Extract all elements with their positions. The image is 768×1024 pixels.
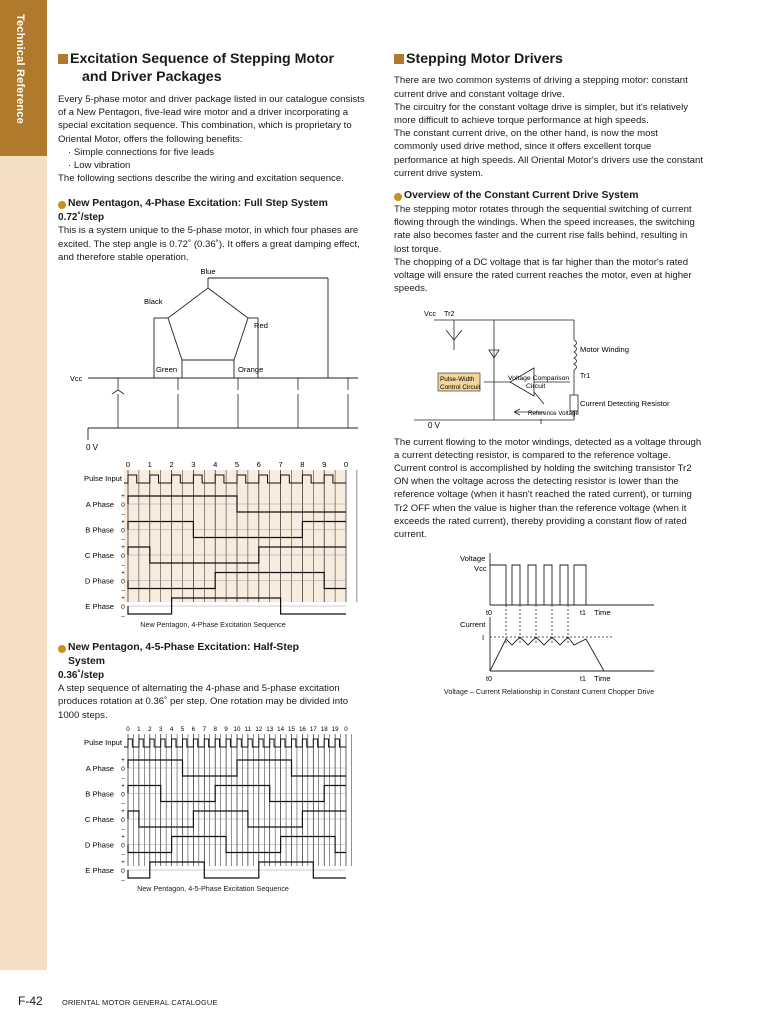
step-number: 5: [180, 725, 185, 733]
right-column: [394, 50, 704, 698]
section-half-step-title: New Pentagon, 4-5-Phase Excitation: Half-Step System: [58, 641, 368, 669]
drivers-heading: Stepping Motor Drivers: [394, 50, 704, 68]
graph-current-label: Current: [460, 620, 486, 630]
svg-text:Control Circuit: Control Circuit: [440, 383, 481, 391]
phase-label: C Phase: [84, 550, 114, 560]
pulse-input-label: Pulse Input: [84, 737, 122, 747]
timing-chart-4-phase-caption: New Pentagon, 4-Phase Excitation Sequence: [140, 619, 286, 629]
step-number: 6: [256, 459, 261, 469]
svg-text:+: +: [121, 595, 125, 602]
section-tab-label: Technical Reference: [14, 14, 26, 124]
svg-text:t1: t1: [580, 676, 586, 684]
step-number: 2: [169, 459, 174, 469]
phase-label: E Phase: [85, 865, 114, 875]
step-number: 3: [158, 725, 163, 733]
step-number: 0: [126, 725, 130, 733]
step-number: 9: [322, 459, 327, 469]
svg-text:–: –: [121, 537, 125, 544]
svg-text:0: 0: [121, 791, 125, 799]
svg-text:+: +: [121, 570, 125, 577]
voltage-comparison-label: Voltage Comparison: [508, 374, 570, 382]
benefit-item: · Simple connections for five leads: [68, 146, 215, 158]
excitation-heading: Excitation Sequence of Stepping Motor and Driver Packages: [58, 50, 368, 87]
svg-text:+: +: [121, 544, 125, 551]
svg-text:0: 0: [121, 765, 125, 773]
step-number: 19: [331, 725, 339, 733]
step-number: 0: [125, 459, 131, 469]
step-number: 10: [233, 725, 241, 733]
zero-volt-label: 0 V: [86, 442, 99, 452]
wire-label-green: Green: [156, 364, 178, 374]
timing-chart-4-phase: [58, 458, 368, 618]
step-number: 1: [147, 459, 152, 469]
step-number: 4: [169, 725, 174, 733]
svg-text:0: 0: [121, 578, 125, 586]
step-number: 15: [288, 725, 295, 733]
vcc-label: Vcc: [70, 373, 83, 383]
drivers-p1: There are two common systems of driving a stepping motor: constant current drive and constant voltage drive.: [394, 75, 688, 100]
pentagon-winding: [168, 288, 248, 360]
step-number: 5: [234, 459, 240, 469]
current-detecting-resistor-label: Current Detecting Resistor: [580, 398, 670, 408]
current-i-label: I: [540, 416, 543, 426]
left-column: [58, 50, 368, 895]
step-number: 1: [137, 725, 141, 733]
svg-text:–: –: [121, 588, 125, 595]
current-control-text: The current flowing to the motor windings, detected as a voltage through a current detecting resistor, is compared to the reference voltage. Current control is accomplished by holding the switching transistor Tr2 ON when the voltage across the detecting resistor is lower than the reference voltage (when it hasn't reached the rated current), or turning Tr2 OFF when the value is higher than the reference voltage (when it exceeds the rated current), thereby providing a constant flow of rated current.: [394, 436, 702, 540]
step-number: 8: [300, 459, 305, 469]
phase-label: A Phase: [85, 763, 114, 773]
heading-square-icon: [58, 54, 68, 64]
step-number: 9: [224, 725, 228, 733]
svg-text:+: +: [121, 834, 125, 841]
phase-label: D Phase: [84, 576, 114, 586]
svg-text:–: –: [121, 826, 125, 833]
bullet-dot-icon: [58, 201, 66, 209]
bullet-dot-icon: [58, 645, 66, 653]
wiring-diagram: [58, 268, 368, 458]
svg-text:–: –: [121, 775, 125, 782]
step-number: 18: [320, 725, 328, 733]
intro-text: Every 5-phase motor and driver package listed in our catalogue consists of a New Pentagon, five-lead wire motor and a driver incorporating a special excitation sequence. This combination, which is proprietary to Oriental Motor, offers the following benefits:: [58, 93, 365, 145]
svg-text:–: –: [121, 511, 125, 518]
svg-text:0: 0: [121, 501, 125, 509]
section-full-step-title: New Pentagon, 4-Phase Excitation: Full Step System: [58, 197, 368, 211]
step-number: 0: [344, 725, 348, 733]
full-step-text: This is a system unique to the 5-phase motor, in which four phases are excited. The step angle is 0.72˚ (0.36˚). It offers a great damping effect, and therefore stable operation.: [58, 225, 360, 263]
svg-text:t0: t0: [486, 610, 492, 618]
step-number: 12: [255, 725, 263, 733]
phase-label: A Phase: [85, 499, 114, 509]
step-number: 17: [309, 725, 317, 733]
wire-label-black: Black: [144, 296, 163, 306]
voltage-current-graph: [394, 545, 704, 685]
svg-text:–: –: [121, 877, 125, 882]
svg-text:t1: t1: [580, 610, 586, 618]
svg-text:–: –: [121, 613, 125, 618]
svg-text:Circuit: Circuit: [526, 382, 546, 390]
motor-winding-label: Motor Winding: [580, 344, 629, 354]
phase-label: D Phase: [84, 840, 114, 850]
step-number: 7: [278, 459, 283, 469]
step-number: 3: [191, 459, 196, 469]
drivers-p2: The circuitry for the constant voltage drive is simpler, but it's relatively more difficult to achieve torque performance at high speeds.: [394, 101, 689, 127]
svg-text:–: –: [121, 852, 125, 859]
circuit-vcc-label: Vcc: [424, 308, 436, 318]
half-step-text: A step sequence of alternating the 4-phase and 5-phase excitation produces rotation at 0.36˚ per step. One rotation may be divided into 1000 steps.: [58, 683, 349, 721]
following-text: The following sections describe the wiring and excitation sequence.: [58, 173, 344, 185]
svg-text:t0: t0: [486, 676, 492, 684]
svg-text:0: 0: [121, 867, 125, 875]
step-number: 0: [343, 459, 349, 469]
step-number: 14: [277, 725, 285, 733]
bullet-dot-icon: [394, 193, 402, 201]
transistor-bridge: [112, 378, 348, 428]
timing-chart-4-5-phase-caption: New Pentagon, 4-5-Phase Excitation Sequence: [137, 883, 289, 893]
overview-p2: The chopping of a DC voltage that is far higher than the motor's rated voltage will ensure the rated current reaches the motor, even at higher speeds.: [394, 256, 692, 295]
svg-text:+: +: [121, 519, 125, 526]
svg-text:0: 0: [121, 816, 125, 824]
phase-label: B Phase: [85, 525, 114, 535]
svg-text:–: –: [121, 562, 125, 569]
graph-voltage-label: Voltage: [460, 554, 486, 564]
wire-label-red: Red: [254, 320, 268, 330]
section-tab[interactable]: [0, 0, 47, 156]
wire-label-blue: Blue: [200, 267, 216, 276]
step-number: 16: [298, 725, 306, 733]
svg-text:+: +: [121, 493, 125, 500]
overview-title: Overview of the Constant Current Drive System: [394, 189, 704, 203]
svg-text:+: +: [121, 808, 125, 815]
graph-vcc-label: Vcc: [474, 564, 487, 574]
circuit-zero-volt-label: 0 V: [428, 420, 441, 430]
step-angle-full: 0.72˚/step: [58, 212, 105, 224]
svg-text:I: I: [482, 633, 485, 643]
page-number: F-42: [18, 994, 43, 1008]
reference-voltage-label: Reference Voltage: [528, 409, 579, 417]
svg-text:0: 0: [121, 603, 125, 611]
svg-text:0: 0: [121, 552, 125, 560]
overview-p1: The stepping motor rotates through the sequential switching of current flowing through the windings. When the speed increases, the switching rate also becomes faster and the current rise falls behind, resulting in lost torque.: [394, 204, 695, 255]
pulse-input-label: Pulse Input: [84, 473, 122, 483]
step-number: 13: [266, 725, 274, 733]
sidebar-band: [0, 0, 47, 970]
step-number: 8: [213, 725, 217, 733]
svg-text:+: +: [121, 757, 125, 764]
svg-text:–: –: [121, 801, 125, 808]
step-number: 11: [244, 725, 252, 733]
heading-square-icon: [394, 54, 404, 64]
wire-label-orange: Orange: [238, 364, 264, 374]
phase-label: E Phase: [85, 601, 114, 611]
svg-text:+: +: [121, 859, 125, 866]
circuit-tr2-label: Tr2: [444, 308, 455, 318]
step-number: 6: [191, 725, 196, 733]
svg-text:Pulse-Width: Pulse-Width: [440, 375, 475, 383]
svg-text:+: +: [121, 783, 125, 790]
svg-text:0: 0: [121, 527, 125, 535]
circuit-tr1-label: Tr1: [580, 372, 591, 380]
catalogue-name: ORIENTAL MOTOR GENERAL CATALOGUE: [62, 998, 218, 1007]
step-angle-half: 0.36˚/step: [58, 670, 105, 682]
svg-text:Time: Time: [594, 674, 611, 684]
voltage-current-caption: Voltage – Current Relationship in Constant Current Chopper Drive: [443, 687, 655, 697]
benefit-item: · Low vibration: [68, 159, 131, 171]
constant-current-circuit: [394, 300, 704, 430]
drivers-p3: The constant current drive, on the other hand, is now the most commonly used drive method, since it offers excellent torque performance at high speeds. All Oriental Motor's drivers use the constant current drive system.: [394, 128, 703, 179]
timing-chart-4-5-phase: [58, 722, 368, 882]
step-number: 7: [202, 725, 207, 733]
step-number: 4: [213, 459, 218, 469]
phase-label: B Phase: [85, 789, 114, 799]
step-number: 2: [148, 725, 152, 733]
phase-label: C Phase: [84, 814, 114, 824]
svg-text:Time: Time: [594, 608, 611, 618]
svg-text:0: 0: [121, 842, 125, 850]
